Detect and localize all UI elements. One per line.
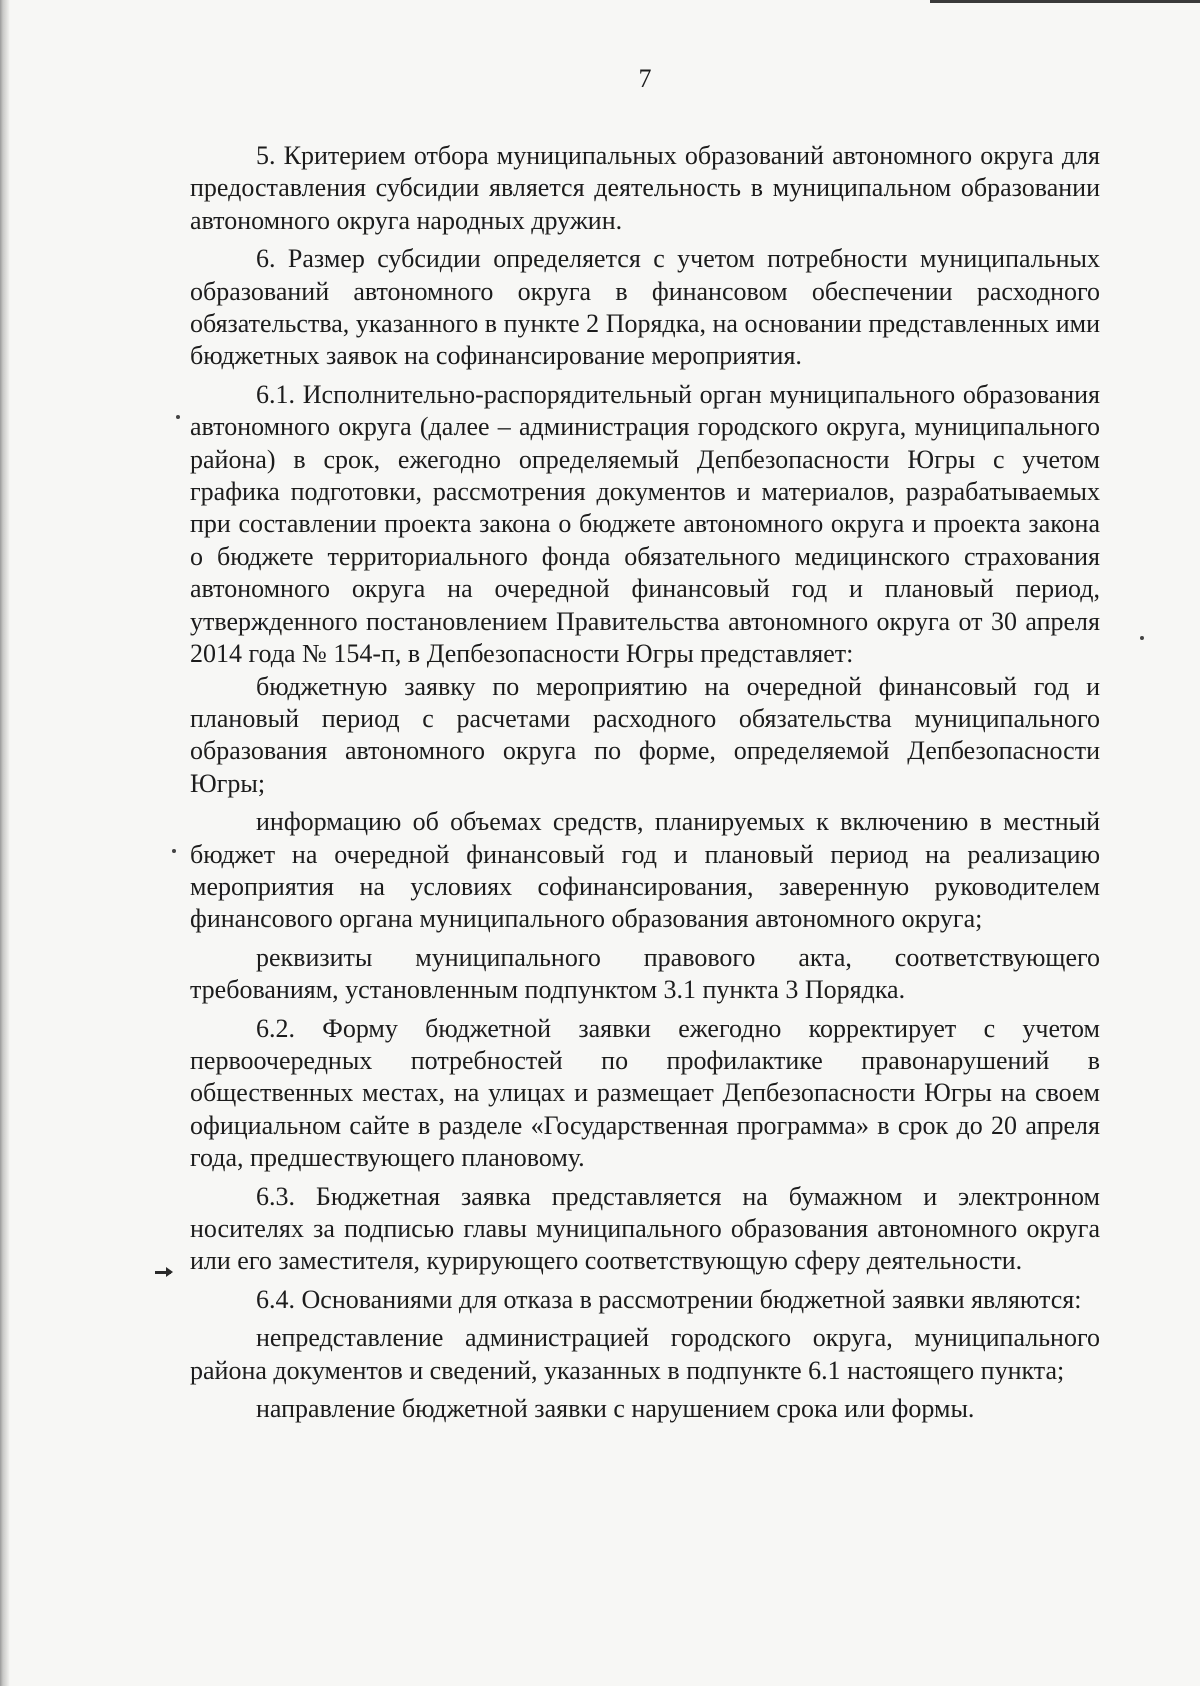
paragraph-funds-info: информацию об объемах средств, планируемых к включению в местный бюджет на очередной финансовый год и плановый период на реализацию мероприятия на условиях софинансирования, заверенную руководителем финансового органа муниципального образования автономного округа; <box>190 807 1100 934</box>
paragraph-late-submission: направление бюджетной заявки с нарушением срока или формы. <box>256 1394 975 1424</box>
margin-arrow-mark <box>155 1271 171 1274</box>
scan-speck <box>1140 636 1144 640</box>
top-rule <box>930 0 1200 3</box>
scan-edge <box>0 0 10 1686</box>
paragraph-5: 5. Критерием отбора муниципальных образований автономного округа для предоставления субсидии является деятельность в муниципальном образовании автономного округа народных дружин. <box>190 141 1100 235</box>
scan-speck <box>176 415 180 419</box>
paragraph-6: 6. Размер субсидии определяется с учетом потребности муниципальных образований автономного округа в финансовом обеспечении расходного обязательства, указанного в пункте 2 Порядка, на основании представленных ими бюджетных заявок на софинансирование мероприятия. <box>190 244 1100 371</box>
paragraph-non-submission: непредставление администрацией городского округа, муниципального района документов и сведений, указанных в подпункте 6.1 настоящего пункта; <box>190 1323 1100 1385</box>
paragraph-6-1: 6.1. Исполнительно-распорядительный орган муниципального образования автономного округа (далее – администрация городского округа, муниципального района) в срок, ежегодно определяемый Депбезопасности Югры с учетом графика подготовки, рассмотрения документов и материалов, разрабатываемых при составлении проекта закона о бюджете автономного округа и проекта закона о бюджете территориального фонда обязательного медицинского страхования автономного округа на очередной финансовый год и плановый период, утвержденного постановлением Правительства автономного округа от 30 апреля 2014 года № 154-п, в Депбезопасности Югры представляет: <box>190 379 1100 669</box>
paragraph-budget-request: бюджетную заявку по мероприятию на очередной финансовый год и плановый период с расчетами расходного обязательства муниципального образования автономного округа по форме, определяемой Депбезопасности Югры; <box>190 671 1100 798</box>
paragraph-6-2: 6.2. Форму бюджетной заявки ежегодно корректирует с учетом первоочередных потребностей по профилактике правонарушений в общественных местах, на улицах и размещает Депбезопасности Югры на своем официальном сайте в разделе «Государственная программа» в срок до 20 апреля года, предшествующего плановому. <box>190 1013 1100 1173</box>
paragraph-6-4: 6.4. Основаниями для отказа в рассмотрении бюджетной заявки являются: <box>256 1284 1082 1314</box>
page-number: 7 <box>638 64 652 93</box>
paragraph-6-3: 6.3. Бюджетная заявка представляется на бумажном и электронном носителях за подписью главы муниципального образования автономного округа или его заместителя, курирующего соответствующую сферу деятельности. <box>190 1181 1100 1276</box>
scan-speck <box>172 849 176 853</box>
paragraph-act-details: реквизиты муниципального правового акта, соответствующего требованиям, установленным подпунктом 3.1 пункта 3 Порядка. <box>190 942 1100 1005</box>
document-body <box>190 140 1100 1425</box>
